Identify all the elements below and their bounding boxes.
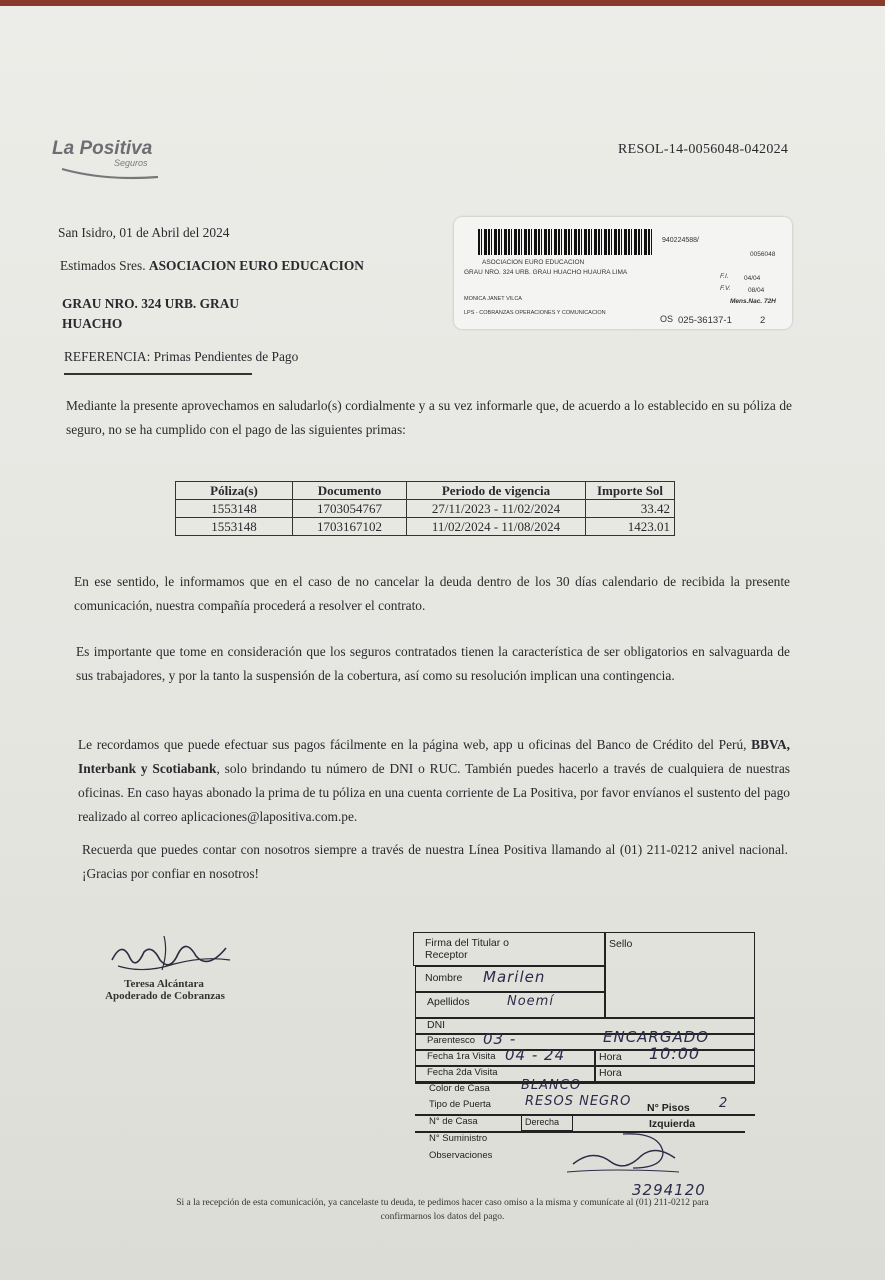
cell-amount: 1423.01: [586, 518, 675, 536]
intro-paragraph: Mediante la presente aprovechamos en saludarlo(s) cordialmente y a su vez informarle que, de acuerdo a lo establecido en su póliza de seguro, no se ha cumplido con el pago de las siguientes primas:: [66, 398, 792, 437]
greeting-prefix: Estimados Sres.: [60, 258, 149, 273]
sello-label: Sello: [609, 938, 633, 950]
col-header-policy: Póliza(s): [176, 482, 293, 500]
logo-subtitle: Seguros: [114, 158, 148, 168]
cell-amount: 33.42: [586, 500, 675, 518]
hw-puerta: RESOS NEGRO: [525, 1094, 632, 1109]
sticker-os-number: 025-36137-1: [678, 315, 732, 326]
col-header-amount: Importe Sol: [586, 482, 675, 500]
barcode-number: 940224588/: [662, 237, 699, 244]
reference-underline: [64, 373, 252, 375]
sticker-fv-label: F.V.: [720, 285, 731, 292]
sticker-fi-label: F.I.: [720, 273, 729, 280]
hw-apellidos: Noemí: [507, 994, 554, 1009]
table-row: [176, 518, 675, 536]
table-row: [176, 500, 675, 518]
address-line-1: GRAU NRO. 324 URB. GRAU: [62, 296, 240, 311]
barcode-icon: [478, 229, 654, 255]
cell-document: 1703167102: [293, 518, 407, 536]
delivery-receipt-form: [413, 932, 758, 1172]
logo-wordmark: La Positiva: [52, 138, 153, 159]
sticker-sender: MONICA JANET VILCA: [464, 296, 522, 302]
payments-text-end: , solo brindando tu número de DNI o RUC. También puedes hacerlo a través de cualquiera de nuestras oficinas. En caso hayas abonado la prima de tu póliza en una cuenta corriente de La Positiva, por favor envíanos el sustento del pago realizado al correo aplicaciones@lapositiva.com.pe.: [78, 761, 790, 824]
hw-number: 3294120: [632, 1181, 706, 1199]
paragraph-contact: Recuerda que puedes contar con nosotros siempre a través de nuestra Línea Positiva llamando al (01) 211-0212 anivel nacional. ¡Gracias por confiar en nosotros!: [82, 842, 788, 881]
premiums-header-row: [176, 482, 675, 500]
hw-parentesco: 03 -: [483, 1030, 517, 1048]
derecha-label: Derecha: [525, 1117, 560, 1127]
dni-label: DNI: [427, 1019, 446, 1031]
cell-period: 11/02/2024 - 11/08/2024: [407, 518, 586, 536]
sticker-copy-number: 2: [760, 315, 766, 326]
puerta-label: Tipo de Puerta: [429, 1099, 491, 1110]
col-header-document: Documento: [293, 482, 407, 500]
parentesco-label: Parentesco: [427, 1035, 476, 1046]
nombre-label: Nombre: [425, 972, 463, 984]
footnote: Si a la recepción de esta comunicación, ya cancelaste tu deuda, te pedimos hacer caso omiso a la misma y comunícate al (01) 211-0212 para confirmarnos los datos del pago.: [176, 1198, 709, 1222]
premiums-table: [175, 481, 675, 536]
hw-color: BLANCO: [521, 1078, 582, 1093]
hw-nombre: Marilen: [483, 968, 546, 986]
izquierda-label: Izquierda: [649, 1118, 696, 1130]
firma-label: Firma del Titular o Receptor: [425, 937, 510, 961]
casa-label: N° de Casa: [429, 1116, 478, 1127]
paper-top-edge: [0, 0, 885, 6]
handwritten-signature-icon: [104, 930, 234, 980]
hw-hora1: 10:00: [649, 1044, 701, 1063]
fecha1-label: Fecha 1ra Visita: [427, 1051, 496, 1062]
receiver-signature-icon: [563, 1128, 683, 1176]
cell-period: 27/11/2023 - 11/02/2024: [407, 500, 586, 518]
courier-sticker: [454, 217, 792, 329]
apellidos-label: Apellidos: [427, 996, 470, 1008]
sticker-address: GRAU NRO. 324 URB. GRAU HUACHO HUAURA LIMA: [464, 269, 628, 276]
payments-banks: BBVA, Interbank y Scotiabank: [78, 737, 790, 776]
hw-fecha1: 04 - 24: [505, 1046, 566, 1064]
greeting: [60, 258, 364, 274]
sticker-department: LPS - COBRANZAS OPERACIONES Y COMUNICACION: [464, 310, 606, 316]
sticker-fv-value: 08/04: [748, 287, 765, 294]
resolution-code: RESOL-14-0056048-042024: [618, 142, 789, 157]
la-positiva-logo: [52, 138, 192, 188]
paragraph-importance: Es importante que tome en consideración que los seguros contratados tienen la característica de ser obligatorios en salvaguarda de sus trabajadores, y por la tanto la suspensión de la cobertura, así como su resolución implican una contingencia.: [76, 644, 790, 683]
place-date: San Isidro, 01 de Abril del 2024: [58, 225, 230, 240]
paragraph-cancellation: En ese sentido, le informamos que en el caso de no cancelar la deuda dentro de los 30 días calendario de recibida la presente comunicación, nuestra compañía procederá a resolver el contrato.: [74, 574, 790, 613]
payments-text-start: Le recordamos que puede efectuar sus pagos fácilmente en la página web, app u oficinas del Banco de Crédito del Perú,: [78, 737, 752, 752]
cell-policy: 1553148: [176, 500, 293, 518]
cell-document: 1703054767: [293, 500, 407, 518]
hora1-label: Hora: [599, 1051, 622, 1063]
observaciones-label: Observaciones: [429, 1150, 493, 1161]
cell-policy: 1553148: [176, 518, 293, 536]
sticker-fi-value: 04/04: [744, 275, 761, 282]
logo-swoosh-icon: [60, 165, 160, 183]
reference-line: REFERENCIA: Primas Pendientes de Pago: [64, 349, 299, 364]
color-row-line: [415, 1082, 755, 1084]
pisos-label: N° Pisos: [647, 1102, 690, 1114]
fecha2-label: Fecha 2da Visita: [427, 1067, 498, 1078]
suministro-label: N° Suministro: [429, 1133, 488, 1144]
paragraph-payments: [78, 733, 790, 829]
addressee-name: ASOCIACION EURO EDUCACION: [148, 258, 364, 273]
col-header-period: Periodo de vigencia: [407, 482, 586, 500]
hora2-label: Hora: [599, 1067, 622, 1079]
hw-cargo: ENCARGADO: [603, 1028, 710, 1046]
color-label: Color de Casa: [429, 1083, 490, 1094]
signer-title: Apoderado de Cobranzas: [105, 990, 225, 1002]
sticker-service: Mens.Nac. 72H: [730, 298, 776, 305]
sticker-right-code: 0056048: [750, 251, 776, 258]
sticker-addressee: ASOCIACION EURO EDUCACION: [482, 259, 585, 266]
signer-name: Teresa Alcántara: [124, 978, 204, 990]
hw-pisos: 2: [719, 1096, 729, 1111]
address-line-2: HUACHO: [62, 316, 123, 331]
sticker-os-label: OS: [660, 314, 674, 324]
